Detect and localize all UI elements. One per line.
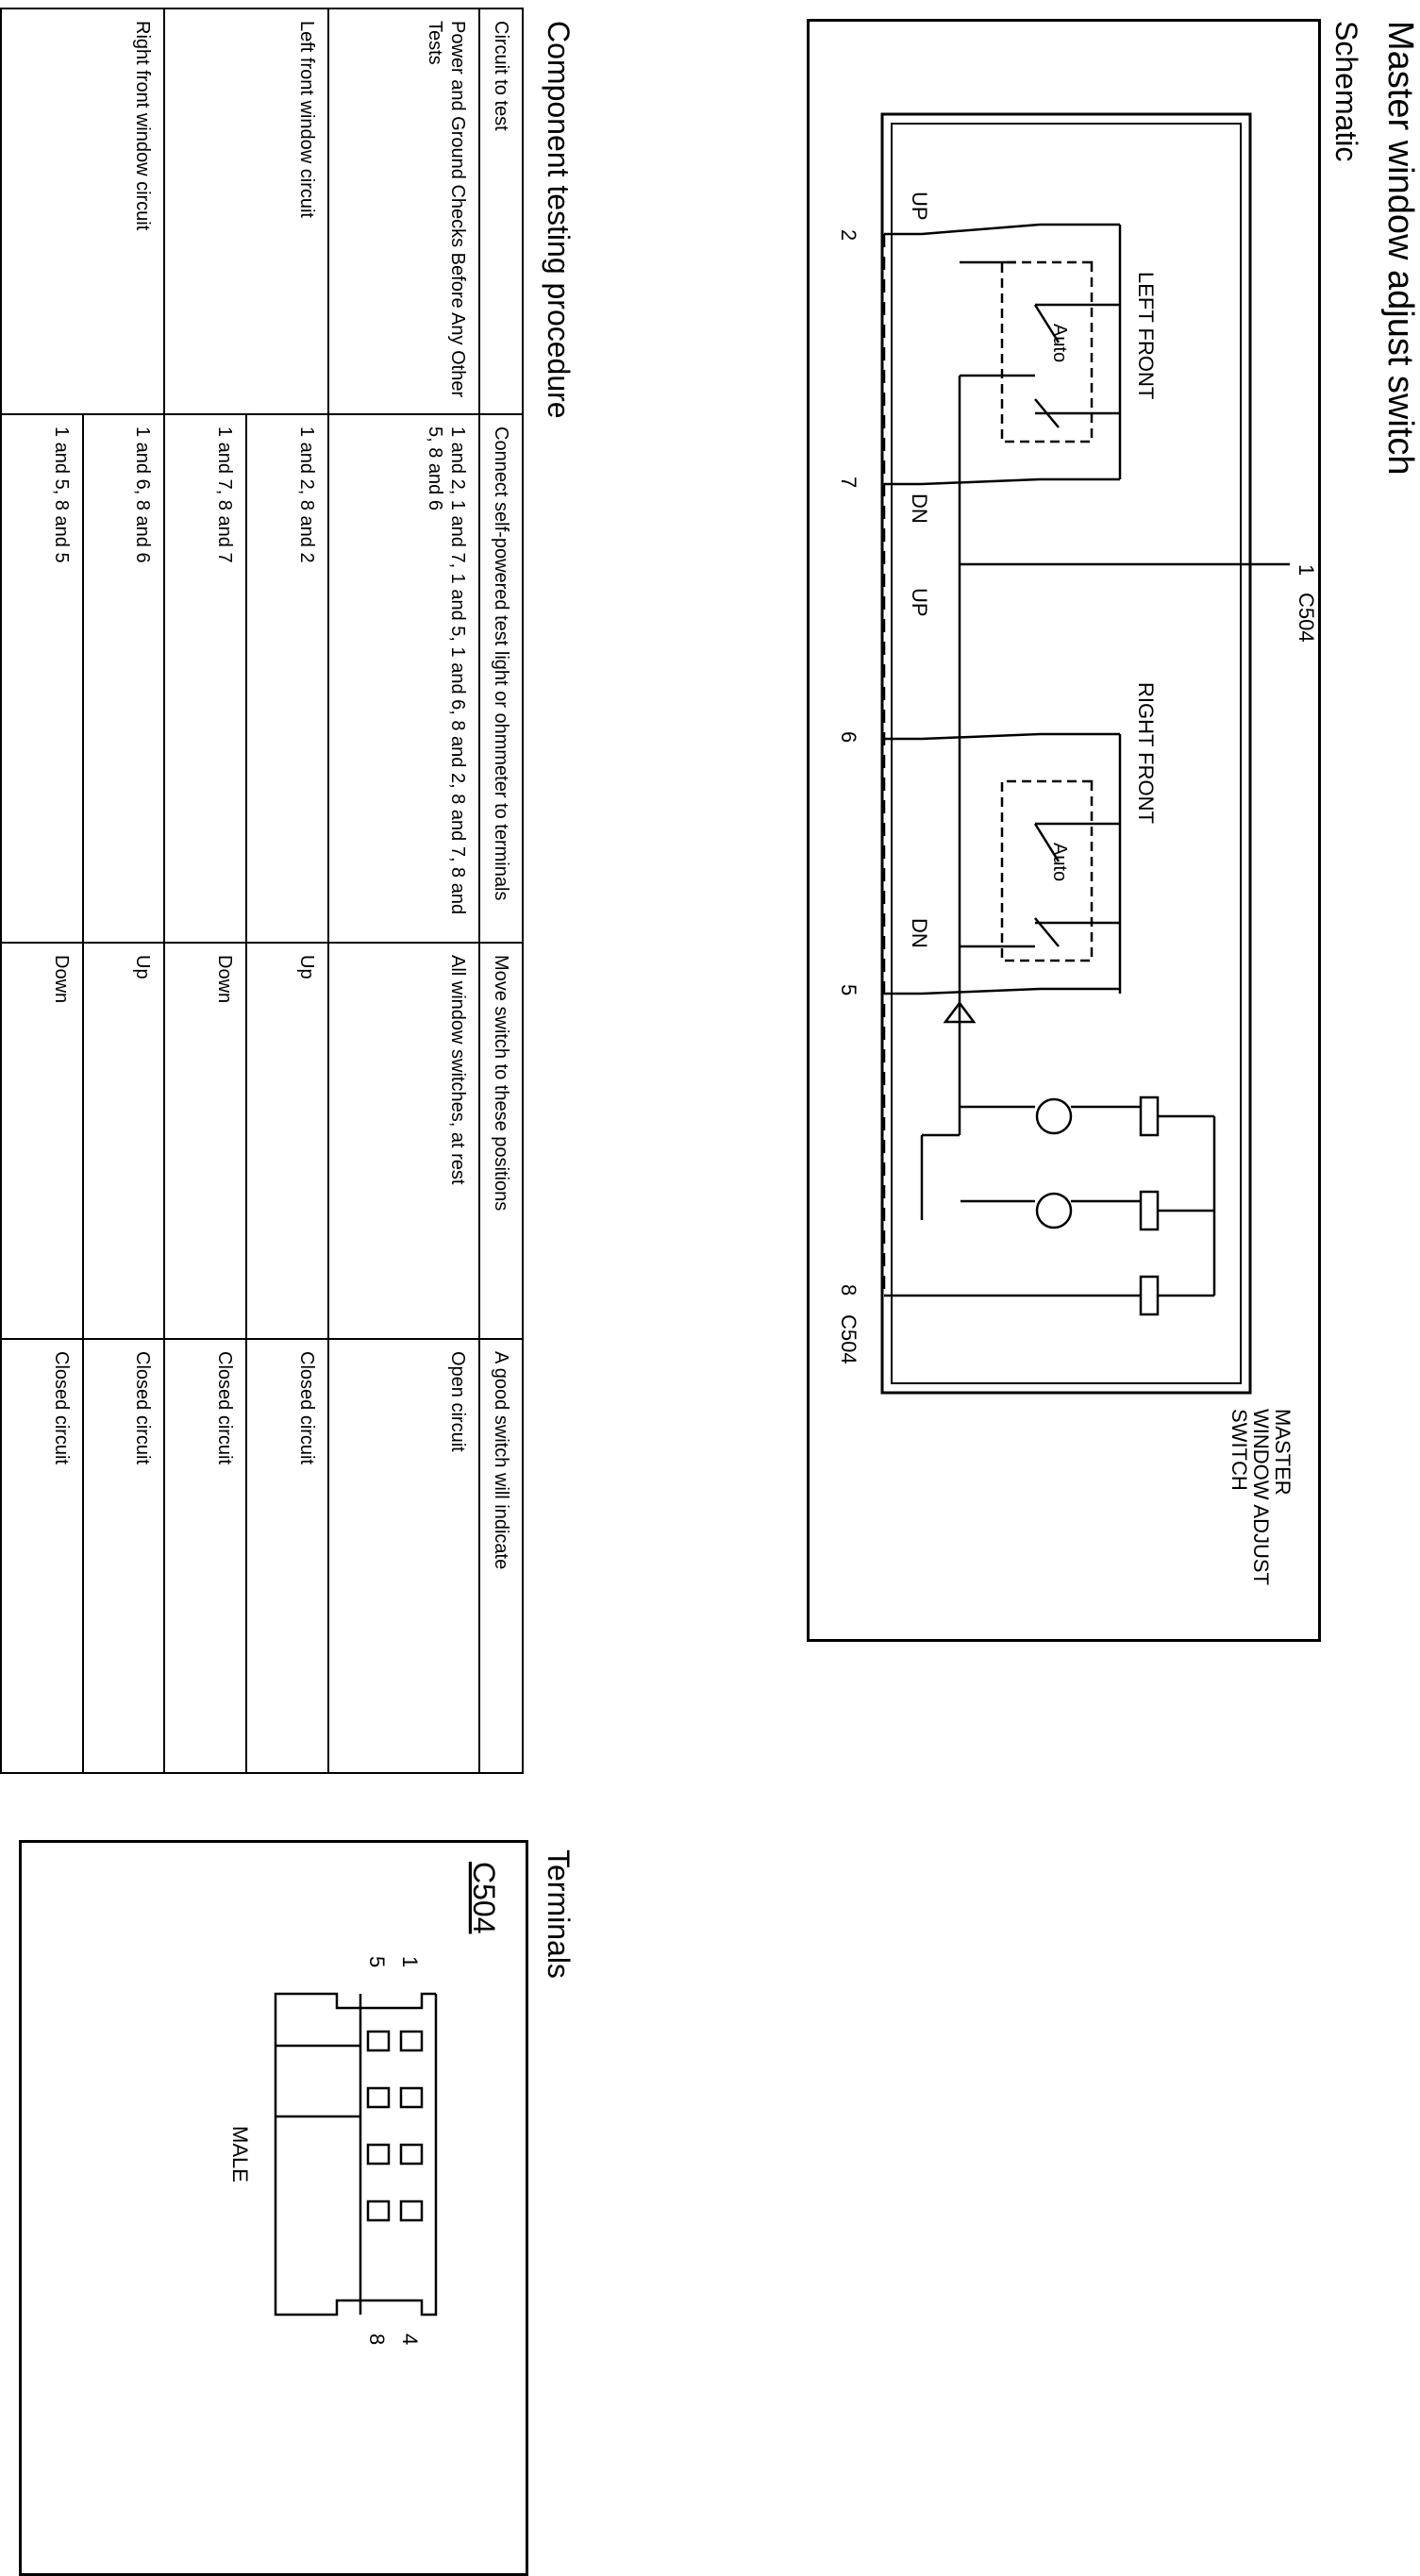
terminals-heading: Terminals: [542, 1849, 576, 1979]
pin-8-label: 8: [837, 1284, 860, 1296]
schematic-heading: Schematic: [1329, 21, 1363, 162]
pin-label-4: 4: [398, 2333, 422, 2346]
position-cell: Down: [165, 943, 247, 1339]
header-positions: Move switch to these positions: [479, 943, 523, 1339]
procedure-table-wrap: [0, 8, 524, 1772]
header-terminals: Connect self-powered test light or ohmmeter to terminals: [479, 414, 523, 943]
terminals-cell: 1 and 7, 8 and 7: [165, 414, 247, 943]
dn-label-left: DN: [908, 493, 931, 524]
terminals-cell: 1 and 6, 8 and 6: [83, 414, 165, 943]
page-title: Master window adjust switch: [1380, 21, 1420, 476]
pin-label-8: 8: [365, 2333, 389, 2346]
table-header-row: [479, 8, 523, 1773]
header-circuit: Circuit to test: [479, 8, 523, 414]
left-front-label: LEFT FRONT: [1134, 272, 1158, 400]
auto-label-right: Auto: [1049, 843, 1070, 882]
table-row: [328, 8, 479, 1773]
pin-2-label: 2: [837, 229, 860, 242]
dn-label-right: DN: [908, 918, 931, 948]
procedure-heading: Component testing procedure: [542, 21, 576, 419]
switch-name-line-2: WINDOW ADJUST: [1249, 1409, 1273, 1585]
result-cell: Closed circuit: [1, 1339, 83, 1773]
schematic-diagram: [810, 22, 1318, 1639]
schematic-frame: [807, 19, 1321, 1642]
up-label-left: UP: [908, 192, 931, 221]
table-row: [246, 8, 328, 1773]
up-label-right: UP: [908, 588, 931, 617]
circuit-cell: Right front window circuit: [1, 8, 165, 414]
terminals-cell: 1 and 5, 8 and 5: [1, 414, 83, 943]
pin-7-label: 7: [837, 477, 860, 489]
result-cell: Closed circuit: [165, 1339, 247, 1773]
header-result: A good switch will indicate: [479, 1339, 523, 1773]
result-cell: Closed circuit: [83, 1339, 165, 1773]
table-row: [83, 8, 165, 1773]
circuit-cell: Power and Ground Checks Before Any Other Tests: [328, 8, 479, 414]
pin-5-label: 5: [837, 984, 860, 996]
position-cell: Up: [246, 943, 328, 1339]
connector-diagram: [22, 1843, 526, 2573]
switch-name-line-3: SWITCH: [1228, 1409, 1251, 1491]
terminals-cell: 1 and 2, 1 and 7, 1 and 5, 1 and 6, 8 and 2, 8 and 7, 8 and 5, 8 and 6: [328, 414, 479, 943]
pin-label-1: 1: [398, 1956, 422, 1968]
connector-label-top: C504: [1295, 593, 1318, 643]
result-cell: Open circuit: [328, 1339, 479, 1773]
switch-name-line-1: MASTER: [1271, 1409, 1295, 1496]
terminals-frame: [19, 1840, 528, 2576]
position-cell: Down: [1, 943, 83, 1339]
procedure-table: [0, 8, 524, 1774]
position-cell: All window switches, at rest: [328, 943, 479, 1339]
connector-id: C504: [467, 1862, 501, 1934]
auto-label-left: Auto: [1049, 324, 1070, 363]
connector-gender: MALE: [228, 2126, 252, 2183]
result-cell: Closed circuit: [246, 1339, 328, 1773]
connector-label-bottom: C504: [837, 1314, 860, 1364]
position-cell: Up: [83, 943, 165, 1339]
pin-label-5: 5: [365, 1956, 389, 1968]
pin-6-label: 6: [837, 731, 860, 744]
right-front-label: RIGHT FRONT: [1134, 682, 1158, 824]
pin-1-label: 1: [1295, 564, 1318, 577]
circuit-cell: Left front window circuit: [165, 8, 329, 414]
terminals-cell: 1 and 2, 8 and 2: [246, 414, 328, 943]
